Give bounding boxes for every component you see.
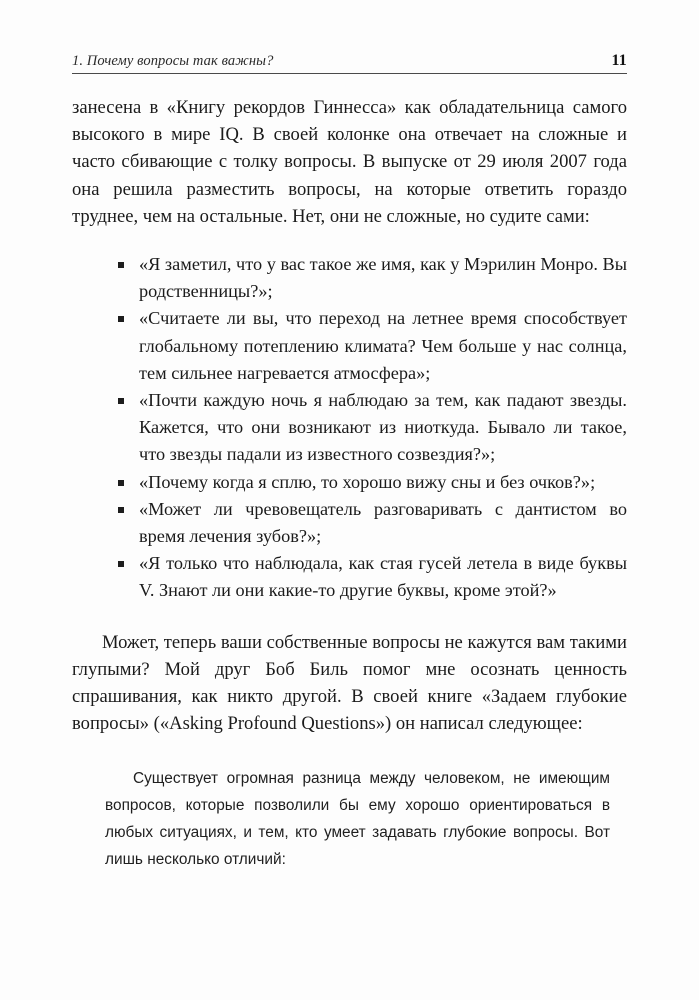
bullet-square-icon [118,561,124,567]
list-item [72,550,627,604]
chapter-title: 1. Почему вопросы так важны? [72,53,274,69]
question-list [72,251,627,605]
list-item [72,305,627,387]
list-item-text: «Почти каждую ночь я наблюдаю за тем, как падают звезды. Кажется, что они возникают из ниоткуда. Бывало ли такое, что звезды падали из известного созвездия?»; [139,390,627,465]
list-item [72,496,627,550]
page-number: 11 [611,52,627,69]
opening-paragraph: занесена в «Книгу рекордов Гиннесса» как обладательница самого высокого в мире IQ. В своей колонке она отвечает на сложные и часто сбивающие с толку вопросы. В выпуске от 29 июля 2007 года она решила разместить вопросы, на которые ответить гораздо труднее, чем на остальные. Нет, они не сложные, но судите сами: [72,97,627,227]
bullet-square-icon [118,507,124,513]
bullet-square-icon [118,398,124,404]
list-item-text: «Считаете ли вы, что переход на летнее время способствует глобальному потеплению климата? Чем больше у нас солнца, тем сильнее нагревается атмосфера»; [139,308,627,383]
bullet-square-icon [118,262,124,268]
bullet-square-icon [118,316,124,322]
list-item [72,251,627,305]
list-item-text: «Я только что наблюдала, как стая гусей летела в виде буквы V. Знают ли они какие-то другие буквы, кроме этой?» [139,553,627,601]
list-item-text: «Может ли чревовещатель разговаривать с дантистом во время лечения зубов?»; [139,498,627,547]
closing-paragraph-wrapper [72,629,627,738]
list-item [72,387,627,469]
list-item-text: «Я заметил, что у вас такое же имя, как у Мэрилин Монро. Вы родственницы?»; [139,254,627,302]
extract-quote-block [105,765,610,873]
extract-paragraph: Существует огромная разница между человеком, не имеющим вопросов, которые позволили бы ему хорошо ориентироваться в любых ситуациях, и тем, кто умеет задавать глубокие вопросы. Вот лишь несколько отличий: [105,770,610,869]
running-head [72,52,627,74]
list-item-text: «Почему когда я сплю, то хорошо вижу сны и без очков?»; [139,471,596,492]
closing-paragraph: Может, теперь ваши собственные вопросы не кажутся вам такими глупыми? Мой друг Боб Биль помог мне осознать ценность спрашивания, как никто другой. В своей книге «Задаем глубокие вопросы» («Asking Profound Questions») он написал следующее: [72,631,627,735]
list-item [72,469,627,496]
page-content [72,94,627,873]
bullet-square-icon [118,480,124,486]
